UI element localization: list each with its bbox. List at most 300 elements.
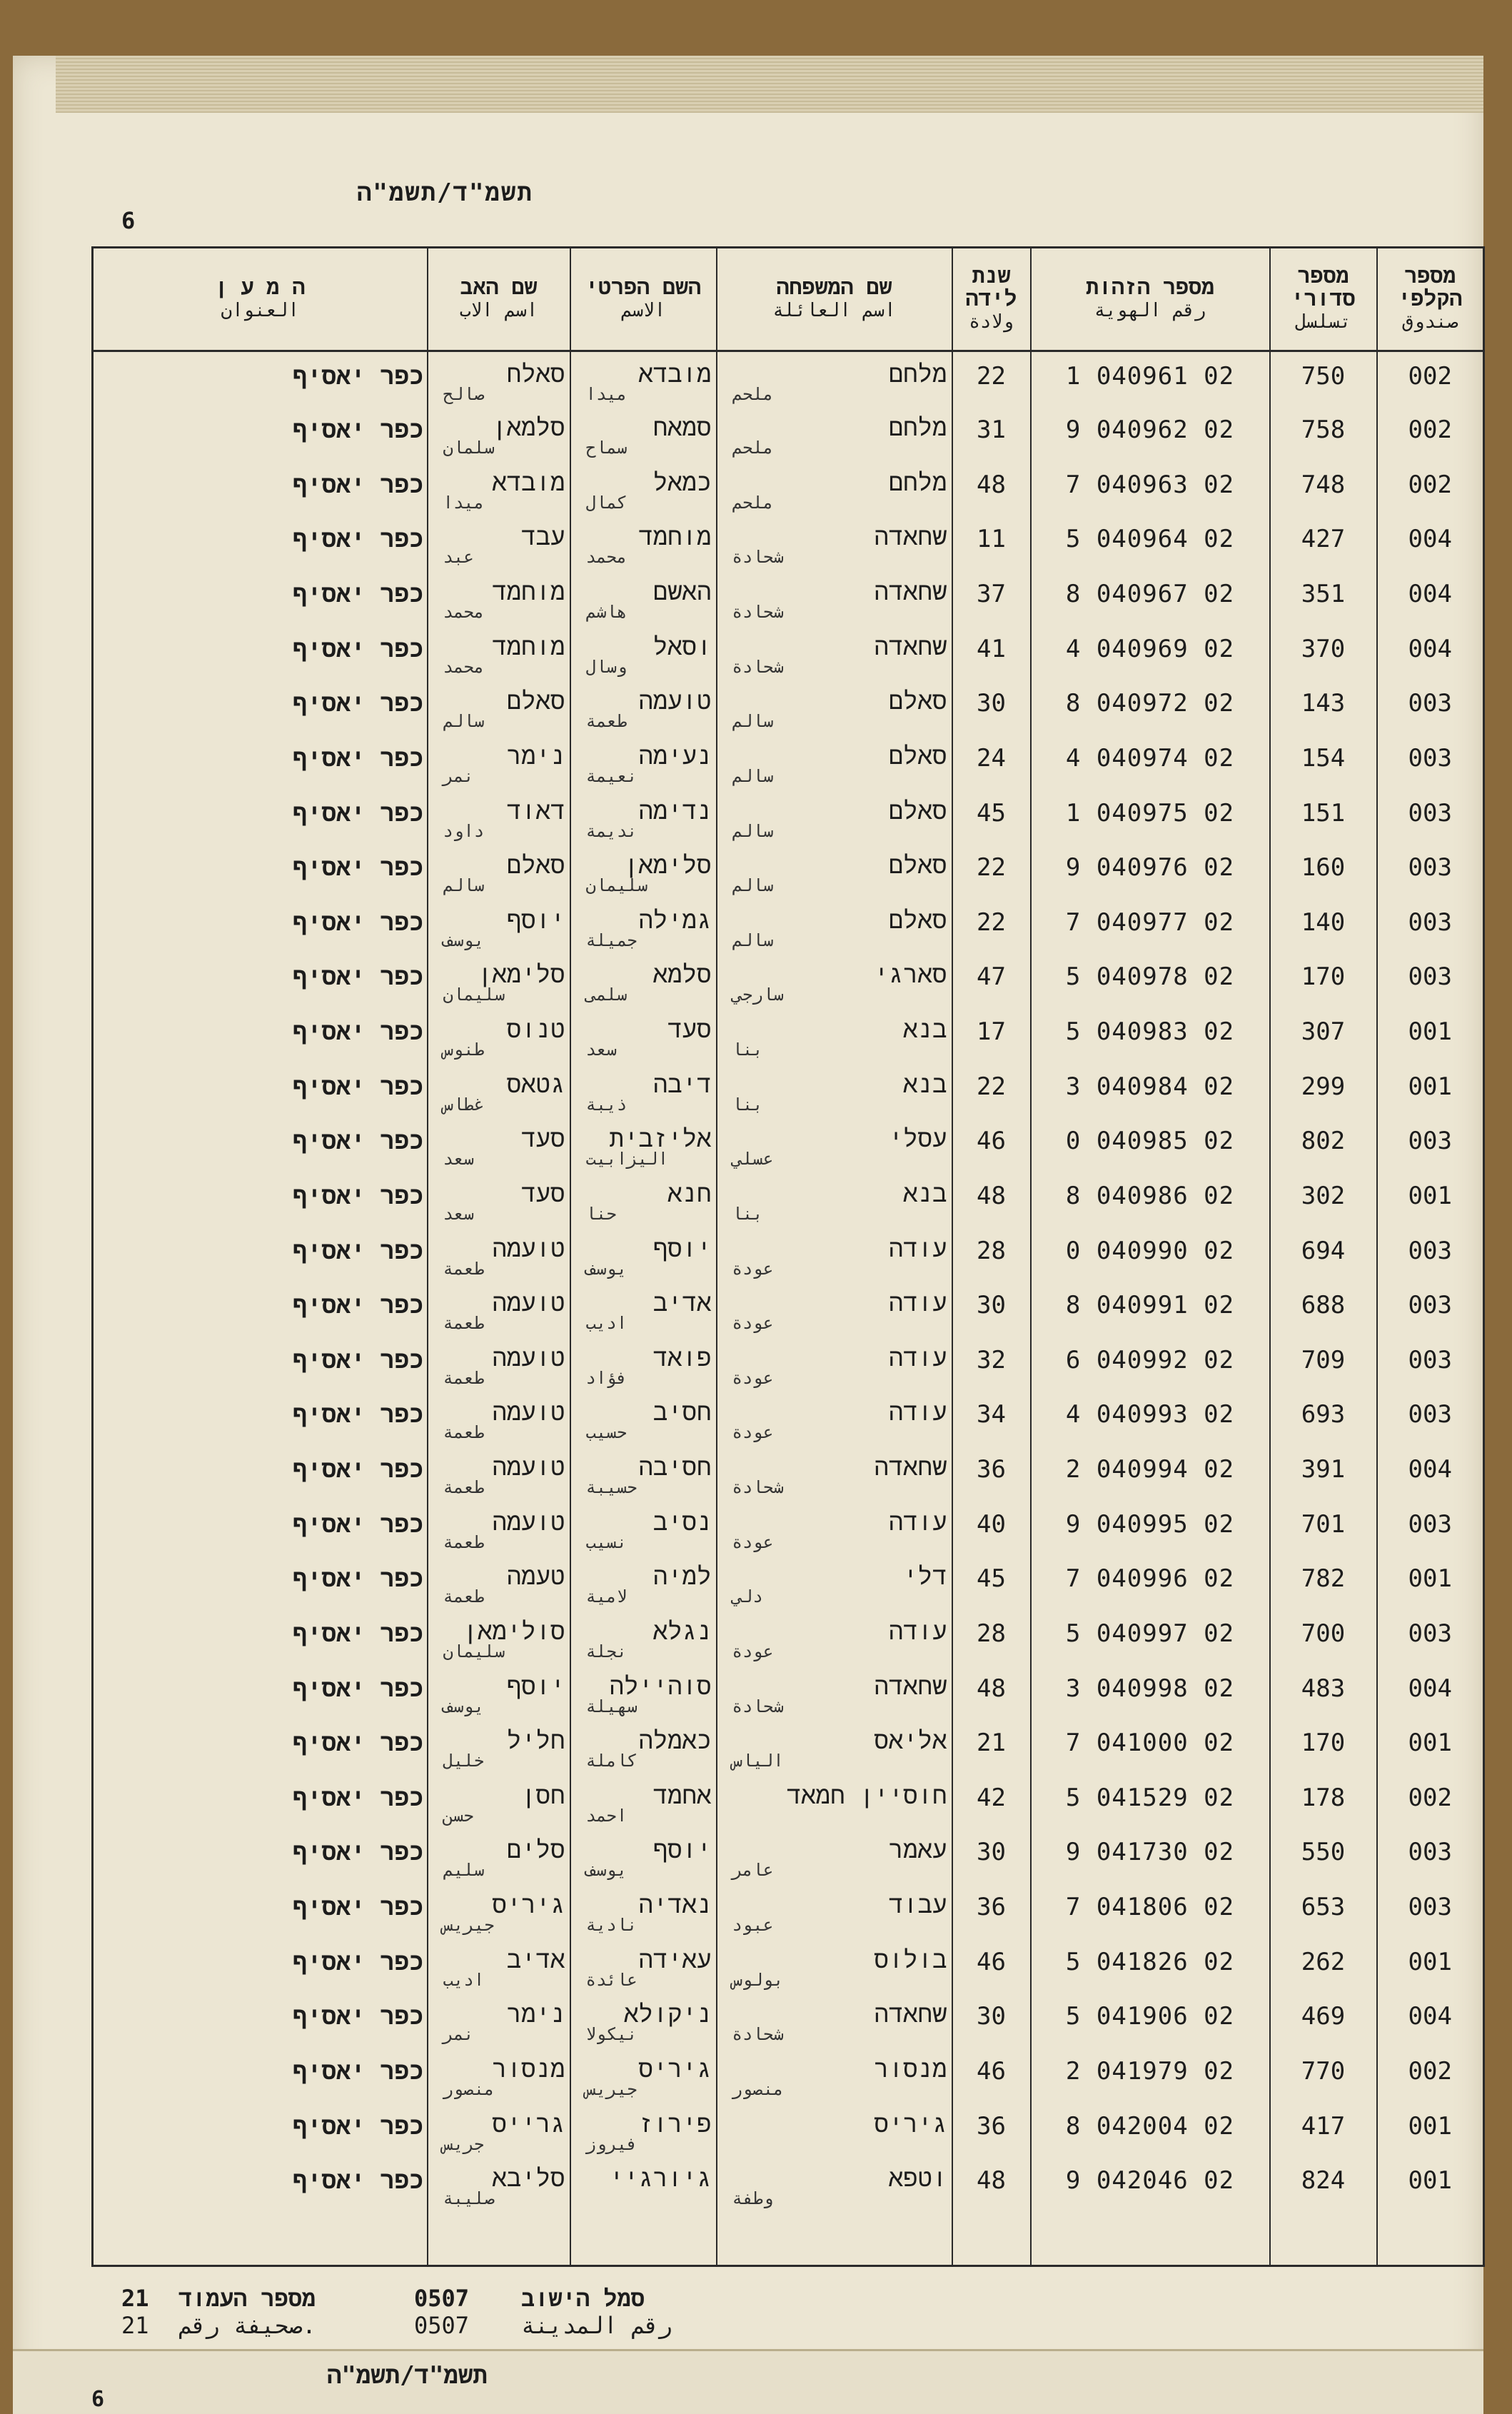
cell-address: כפר יאסיף xyxy=(93,515,428,570)
cell-birth-year: 48 xyxy=(952,461,1031,516)
table-row xyxy=(93,1336,1484,1391)
cell-father-name-ar: خليل xyxy=(443,1751,485,1771)
cell-first-name-he: סמאח xyxy=(652,413,712,443)
cell-first-name xyxy=(570,734,717,789)
table-row xyxy=(93,1664,1484,1719)
table-row xyxy=(93,406,1484,461)
cell-father-name-he: טועמה xyxy=(492,1289,565,1318)
cell-family-name xyxy=(717,1883,952,1938)
cell-serial: 469 xyxy=(1270,1992,1377,2047)
cell-first-name-he: מוחמד xyxy=(638,523,712,552)
cell-birth-year: 30 xyxy=(952,1281,1031,1336)
cell-kalpi: 004 xyxy=(1377,1445,1484,1500)
cell-serial: 391 xyxy=(1270,1445,1377,1500)
cell-father-name-ar: سعد xyxy=(443,1149,474,1170)
cell-father-name-he: נימר xyxy=(506,741,565,770)
cell-family-name-ar: شحادة xyxy=(732,2024,784,2045)
next-page-number: 6 xyxy=(91,2387,105,2412)
page-number: 6 xyxy=(121,207,136,234)
cell-father-name xyxy=(428,1609,570,1664)
cell-father-name-ar: سليم xyxy=(443,1860,485,1881)
cell-first-name-ar: نجلة xyxy=(585,1641,628,1661)
cell-father-name-ar: سليمان xyxy=(443,1641,505,1661)
spacer-cell xyxy=(1031,2211,1270,2266)
cell-kalpi: 004 xyxy=(1377,515,1484,570)
cell-serial: 417 xyxy=(1270,2102,1377,2157)
cell-address: כפר יאסיף xyxy=(93,461,428,516)
cell-address: כפר יאסיף xyxy=(93,1062,428,1117)
col-first: השם הפרטי الاسم xyxy=(570,248,717,351)
cell-id-number: 02 041806 7 xyxy=(1031,1883,1270,1938)
cell-first-name-ar: سلمى xyxy=(585,985,628,1005)
cell-id-number: 02 040962 9 xyxy=(1031,406,1270,461)
cell-family-name-he: עסלי xyxy=(888,1125,947,1154)
cell-father-name-he: עבד xyxy=(521,523,565,552)
cell-kalpi: 003 xyxy=(1377,1883,1484,1938)
cell-family-name-ar: سارجي xyxy=(732,985,784,1005)
cell-kalpi: 003 xyxy=(1377,843,1484,898)
cell-family-name-he: מלחם xyxy=(888,360,947,388)
cell-family-name-ar: شحادة xyxy=(732,1477,784,1497)
cell-kalpi: 003 xyxy=(1377,1609,1484,1664)
spacer-cell xyxy=(717,2211,952,2266)
cell-kalpi: 001 xyxy=(1377,1062,1484,1117)
cell-first-name-ar: فؤاد xyxy=(585,1367,628,1388)
cell-birth-year: 24 xyxy=(952,734,1031,789)
cell-father-name-he: יוסף xyxy=(506,1671,565,1701)
cell-id-number: 02 040967 8 xyxy=(1031,570,1270,625)
cell-father-name-he: נימר xyxy=(506,2000,565,2029)
cell-father-name-ar: طعمة xyxy=(443,1313,485,1334)
cell-address: כפר יאסיף xyxy=(93,1992,428,2047)
cell-father-name-ar: محمد xyxy=(443,602,485,622)
cell-first-name-he: האשם xyxy=(652,578,712,606)
cell-id-number: 02 040961 1 xyxy=(1031,351,1270,406)
spacer-cell xyxy=(570,2211,717,2266)
cell-serial: 709 xyxy=(1270,1336,1377,1391)
cell-address: כפר יאסיף xyxy=(93,1774,428,1829)
cell-father-name xyxy=(428,2156,570,2211)
footer-page-value-ar: 21 xyxy=(121,2312,149,2339)
cell-father-name-he: סולימאן xyxy=(463,1616,565,1646)
table-row xyxy=(93,1719,1484,1774)
col-family: שם המשפחה اسم العائلة xyxy=(717,248,952,351)
cell-address: כפר יאסיף xyxy=(93,1828,428,1883)
cell-first-name-ar: نسيب xyxy=(585,1532,628,1552)
cell-birth-year: 36 xyxy=(952,1445,1031,1500)
cell-father-name-ar: صالح xyxy=(443,384,485,404)
cell-serial: 700 xyxy=(1270,1609,1377,1664)
cell-id-number: 02 041730 9 xyxy=(1031,1828,1270,1883)
cell-father-name xyxy=(428,1445,570,1500)
cell-serial: 178 xyxy=(1270,1774,1377,1829)
cell-father-name-ar: طعمة xyxy=(443,1477,485,1497)
cell-kalpi: 002 xyxy=(1377,351,1484,406)
cell-first-name-ar: نديمة xyxy=(585,820,637,841)
cell-father-name xyxy=(428,789,570,844)
cell-father-name xyxy=(428,1227,570,1282)
cell-family-name xyxy=(717,1336,952,1391)
cell-family-name-he: מנסור xyxy=(874,2054,947,2083)
cell-birth-year: 22 xyxy=(952,1062,1031,1117)
cell-family-name xyxy=(717,843,952,898)
cell-first-name xyxy=(570,898,717,953)
cell-id-number: 02 041000 7 xyxy=(1031,1719,1270,1774)
cell-family-name xyxy=(717,570,952,625)
cell-first-name-he: פואד xyxy=(652,1343,712,1372)
cell-first-name xyxy=(570,625,717,680)
cell-father-name xyxy=(428,1883,570,1938)
cell-family-name xyxy=(717,1117,952,1172)
cell-father-name xyxy=(428,1007,570,1062)
cell-birth-year: 46 xyxy=(952,2047,1031,2102)
cell-kalpi: 002 xyxy=(1377,1774,1484,1829)
cell-father-name xyxy=(428,2047,570,2102)
table-row xyxy=(93,351,1484,406)
cell-father-name-he: סלמאן xyxy=(492,413,565,443)
cell-address: כפר יאסיף xyxy=(93,351,428,406)
cell-address: כפר יאסיף xyxy=(93,1938,428,1993)
cell-serial: 693 xyxy=(1270,1390,1377,1445)
table-row xyxy=(93,2102,1484,2157)
cell-father-name xyxy=(428,898,570,953)
cell-first-name-he: חסיבה xyxy=(638,1453,712,1482)
footer-page-label-ar: صحيفة رقم. xyxy=(178,2312,316,2339)
cell-kalpi: 001 xyxy=(1377,2102,1484,2157)
cell-serial: 427 xyxy=(1270,515,1377,570)
cell-family-name xyxy=(717,2156,952,2211)
cell-father-name-he: טועמה xyxy=(492,1398,565,1427)
cell-first-name-he: אדיב xyxy=(652,1289,712,1318)
cell-kalpi: 001 xyxy=(1377,2156,1484,2211)
cell-father-name xyxy=(428,1828,570,1883)
cell-address: כפר יאסיף xyxy=(93,1500,428,1555)
cell-family-name-ar: بنا xyxy=(732,1040,763,1060)
cell-father-name xyxy=(428,2102,570,2157)
table-row xyxy=(93,1554,1484,1609)
cell-father-name-ar: نمر xyxy=(443,2024,474,2045)
cell-kalpi: 004 xyxy=(1377,1992,1484,2047)
cell-father-name-he: מוחמד xyxy=(492,632,565,661)
cell-kalpi: 003 xyxy=(1377,1336,1484,1391)
cell-address: כפר יאסיף xyxy=(93,1664,428,1719)
cell-family-name-he: שחאדה xyxy=(874,1671,947,1701)
table-row xyxy=(93,1500,1484,1555)
next-page-title: תשמ"ד/תשמ"ה xyxy=(327,2361,488,2390)
cell-serial: 351 xyxy=(1270,570,1377,625)
cell-father-name-ar: يوسف xyxy=(443,930,485,950)
voter-register-table xyxy=(91,246,1485,2267)
cell-first-name xyxy=(570,1609,717,1664)
cell-family-name-ar: سالم xyxy=(732,820,774,841)
cell-first-name-ar: حسيبة xyxy=(585,1477,637,1497)
cell-father-name-ar: سالم xyxy=(443,711,485,732)
cell-father-name xyxy=(428,1390,570,1445)
cell-birth-year: 30 xyxy=(952,1828,1031,1883)
cell-first-name xyxy=(570,843,717,898)
cell-first-name-ar: يوسف xyxy=(585,1860,628,1881)
cell-first-name-he: סעד xyxy=(667,1015,712,1044)
cell-birth-year: 48 xyxy=(952,2156,1031,2211)
cell-serial: 160 xyxy=(1270,843,1377,898)
col-birth: שנת לידה ولادة xyxy=(952,248,1031,351)
cell-father-name-he: דאוד xyxy=(506,796,565,825)
cell-father-name-ar: جيريس xyxy=(443,1915,495,1935)
cell-kalpi: 003 xyxy=(1377,1500,1484,1555)
cell-birth-year: 34 xyxy=(952,1390,1031,1445)
cell-father-name-he: סליבא xyxy=(492,2164,565,2193)
cell-family-name xyxy=(717,1007,952,1062)
cell-father-name-ar: صليبة xyxy=(443,2188,495,2209)
cell-family-name-he: סאלם xyxy=(888,905,947,935)
cell-serial: 170 xyxy=(1270,1719,1377,1774)
cell-first-name-he: נגלא xyxy=(652,1616,712,1646)
cell-father-name xyxy=(428,351,570,406)
cell-family-name-he: וטפא xyxy=(888,2164,947,2193)
table-row xyxy=(93,1609,1484,1664)
cell-family-name-he: עודה xyxy=(888,1289,947,1318)
cell-first-name xyxy=(570,1062,717,1117)
cell-id-number: 02 040986 8 xyxy=(1031,1172,1270,1227)
cell-father-name-ar: داود xyxy=(443,820,485,841)
cell-first-name-he: כמאל xyxy=(652,468,712,497)
cell-address: כפר יאסיף xyxy=(93,1719,428,1774)
cell-father-name xyxy=(428,570,570,625)
cell-kalpi: 001 xyxy=(1377,1938,1484,1993)
table-row xyxy=(93,843,1484,898)
col-address: ה מ ע ן العنوان xyxy=(93,248,428,351)
cell-address: כפר יאסיף xyxy=(93,2047,428,2102)
cell-family-name xyxy=(717,1664,952,1719)
col-serial: מספר סדורי تسلسل xyxy=(1270,248,1377,351)
cell-birth-year: 36 xyxy=(952,2102,1031,2157)
cell-birth-year: 46 xyxy=(952,1117,1031,1172)
cell-birth-year: 22 xyxy=(952,898,1031,953)
cell-first-name xyxy=(570,789,717,844)
cell-id-number: 02 041529 5 xyxy=(1031,1774,1270,1829)
cell-address: כפר יאסיף xyxy=(93,789,428,844)
cell-family-name xyxy=(717,1390,952,1445)
cell-id-number: 02 040994 2 xyxy=(1031,1445,1270,1500)
cell-family-name xyxy=(717,1719,952,1774)
cell-first-name-ar: طعمة xyxy=(585,711,628,732)
col-father: שם האב اسم الاب xyxy=(428,248,570,351)
cell-father-name-he: טעמה xyxy=(506,1562,565,1591)
cell-serial: 170 xyxy=(1270,952,1377,1007)
cell-father-name-he: מובדא xyxy=(492,468,565,497)
cell-address: כפר יאסיף xyxy=(93,898,428,953)
cell-first-name xyxy=(570,1117,717,1172)
cell-family-name xyxy=(717,1172,952,1227)
cell-family-name-ar: بنا xyxy=(732,1094,763,1115)
cell-serial: 154 xyxy=(1270,734,1377,789)
cell-father-name-he: מנסור xyxy=(492,2054,565,2083)
cell-father-name-he: יוסף xyxy=(506,905,565,935)
cell-family-name xyxy=(717,2047,952,2102)
cell-address: כפר יאסיף xyxy=(93,1336,428,1391)
cell-father-name-ar: اديب xyxy=(443,1969,485,1990)
cell-first-name-ar: نعيمة xyxy=(585,765,637,786)
cell-father-name-ar: طعمة xyxy=(443,1586,485,1607)
cell-first-name xyxy=(570,2047,717,2102)
cell-first-name-ar: احمد xyxy=(585,1805,628,1826)
cell-first-name xyxy=(570,1719,717,1774)
cell-id-number: 02 042004 8 xyxy=(1031,2102,1270,2157)
cell-id-number: 02 040974 4 xyxy=(1031,734,1270,789)
cell-kalpi: 003 xyxy=(1377,1828,1484,1883)
cell-father-name-ar: عبد xyxy=(443,547,474,568)
cell-birth-year: 30 xyxy=(952,1992,1031,2047)
cell-first-name xyxy=(570,515,717,570)
cell-id-number: 02 040993 4 xyxy=(1031,1390,1270,1445)
cell-father-name xyxy=(428,515,570,570)
cell-family-name-he: בנא xyxy=(903,1015,947,1044)
cell-father-name xyxy=(428,843,570,898)
cell-birth-year: 41 xyxy=(952,625,1031,680)
cell-birth-year: 21 xyxy=(952,1719,1031,1774)
cell-first-name-he: סלימאן xyxy=(624,851,712,880)
cell-family-name-he: בנא xyxy=(903,1070,947,1099)
cell-father-name xyxy=(428,1992,570,2047)
cell-father-name-he: אדיב xyxy=(506,1945,565,1974)
cell-father-name xyxy=(428,406,570,461)
cell-father-name-he: סאלם xyxy=(506,851,565,880)
cell-family-name xyxy=(717,406,952,461)
table-row xyxy=(93,1062,1484,1117)
cell-father-name-he: סעד xyxy=(521,1125,565,1154)
cell-first-name-ar: اديب xyxy=(585,1313,628,1334)
cell-kalpi: 004 xyxy=(1377,570,1484,625)
cell-family-name-ar: عامر xyxy=(732,1860,774,1881)
cell-kalpi: 002 xyxy=(1377,406,1484,461)
cell-address: כפר יאסיף xyxy=(93,2156,428,2211)
cell-id-number: 02 040996 7 xyxy=(1031,1554,1270,1609)
cell-first-name xyxy=(570,351,717,406)
cell-family-name-he: סאלם xyxy=(888,796,947,825)
cell-first-name xyxy=(570,461,717,516)
cell-address: כפר יאסיף xyxy=(93,1117,428,1172)
cell-first-name-he: למיה xyxy=(652,1562,712,1591)
cell-first-name-ar: ميدا xyxy=(585,384,628,404)
cell-family-name xyxy=(717,952,952,1007)
cell-serial: 782 xyxy=(1270,1554,1377,1609)
cell-serial: 688 xyxy=(1270,1281,1377,1336)
cell-kalpi: 003 xyxy=(1377,1117,1484,1172)
cell-family-name-ar: الياس xyxy=(732,1751,784,1771)
cell-kalpi: 004 xyxy=(1377,1664,1484,1719)
cell-birth-year: 32 xyxy=(952,1336,1031,1391)
cell-first-name-he: גמילה xyxy=(638,905,712,935)
cell-family-name xyxy=(717,1062,952,1117)
cell-father-name-he: סלימאן xyxy=(478,960,565,990)
cell-address: כפר יאסיף xyxy=(93,1445,428,1500)
cell-id-number: 02 040990 0 xyxy=(1031,1227,1270,1282)
cell-family-name xyxy=(717,351,952,406)
footer-settlement-code-ar: 0507 xyxy=(414,2312,470,2339)
cell-first-name xyxy=(570,406,717,461)
cell-first-name-ar: هاشم xyxy=(585,602,628,622)
cell-id-number: 02 040995 9 xyxy=(1031,1500,1270,1555)
cell-kalpi: 001 xyxy=(1377,1007,1484,1062)
cell-address: כפר יאסיף xyxy=(93,679,428,734)
cell-first-name-he: נסיב xyxy=(652,1507,712,1537)
cell-id-number: 02 041979 2 xyxy=(1031,2047,1270,2102)
table-row xyxy=(93,1883,1484,1938)
cell-serial: 302 xyxy=(1270,1172,1377,1227)
cell-first-name xyxy=(570,570,717,625)
cell-birth-year: 45 xyxy=(952,789,1031,844)
cell-address: כפר יאסיף xyxy=(93,1883,428,1938)
cell-first-name xyxy=(570,2156,717,2211)
cell-id-number: 02 040977 7 xyxy=(1031,898,1270,953)
cell-family-name xyxy=(717,789,952,844)
cell-family-name xyxy=(717,1281,952,1336)
cell-family-name xyxy=(717,2102,952,2157)
cell-family-name xyxy=(717,679,952,734)
next-page-strip xyxy=(13,2349,1483,2414)
table-row xyxy=(93,625,1484,680)
cell-serial: 653 xyxy=(1270,1883,1377,1938)
table-row xyxy=(93,1281,1484,1336)
table-row xyxy=(93,1774,1484,1829)
cell-family-name-ar: منصور xyxy=(732,2078,784,2099)
cell-first-name xyxy=(570,1172,717,1227)
cell-birth-year: 22 xyxy=(952,843,1031,898)
cell-family-name xyxy=(717,515,952,570)
cell-father-name-he: טועמה xyxy=(492,1343,565,1372)
cell-first-name-ar: حنا xyxy=(585,1203,617,1224)
spacer-cell xyxy=(1377,2211,1484,2266)
cell-first-name-he: סלמא xyxy=(652,960,712,990)
cell-serial: 770 xyxy=(1270,2047,1377,2102)
cell-first-name-ar: حسيب xyxy=(585,1422,628,1443)
cell-family-name-ar: ملحم xyxy=(732,492,774,513)
cell-serial: 750 xyxy=(1270,351,1377,406)
cell-family-name xyxy=(717,1774,952,1829)
cell-family-name xyxy=(717,1500,952,1555)
cell-first-name-ar: كاملة xyxy=(585,1751,637,1771)
cell-family-name-ar: ملحم xyxy=(732,384,774,404)
cell-id-number: 02 041826 5 xyxy=(1031,1938,1270,1993)
cell-first-name-he: חנא xyxy=(667,1179,712,1208)
cell-address: כפר יאסיף xyxy=(93,406,428,461)
cell-father-name xyxy=(428,1664,570,1719)
cell-address: כפר יאסיף xyxy=(93,2102,428,2157)
cell-serial: 140 xyxy=(1270,898,1377,953)
cell-kalpi: 001 xyxy=(1377,1172,1484,1227)
cell-family-name-he: שחאדה xyxy=(874,2000,947,2029)
cell-family-name-he: סארגי xyxy=(874,960,947,990)
cell-kalpi: 001 xyxy=(1377,1719,1484,1774)
cell-first-name-he: סוהיילה xyxy=(609,1671,712,1701)
page-stack-edge xyxy=(56,56,1483,113)
table-row xyxy=(93,515,1484,570)
cell-family-name xyxy=(717,734,952,789)
cell-father-name xyxy=(428,679,570,734)
cell-kalpi: 004 xyxy=(1377,625,1484,680)
cell-id-number: 02 041906 5 xyxy=(1031,1992,1270,2047)
cell-father-name xyxy=(428,952,570,1007)
cell-father-name-he: טועמה xyxy=(492,1234,565,1263)
cell-first-name xyxy=(570,1883,717,1938)
cell-first-name-ar: سهيلة xyxy=(585,1696,637,1716)
cell-family-name-he: עודה xyxy=(888,1616,947,1646)
cell-kalpi: 003 xyxy=(1377,789,1484,844)
cell-father-name-he: חסן xyxy=(521,1781,565,1810)
cell-first-name xyxy=(570,1007,717,1062)
cell-id-number: 02 040964 5 xyxy=(1031,515,1270,570)
cell-kalpi: 003 xyxy=(1377,679,1484,734)
